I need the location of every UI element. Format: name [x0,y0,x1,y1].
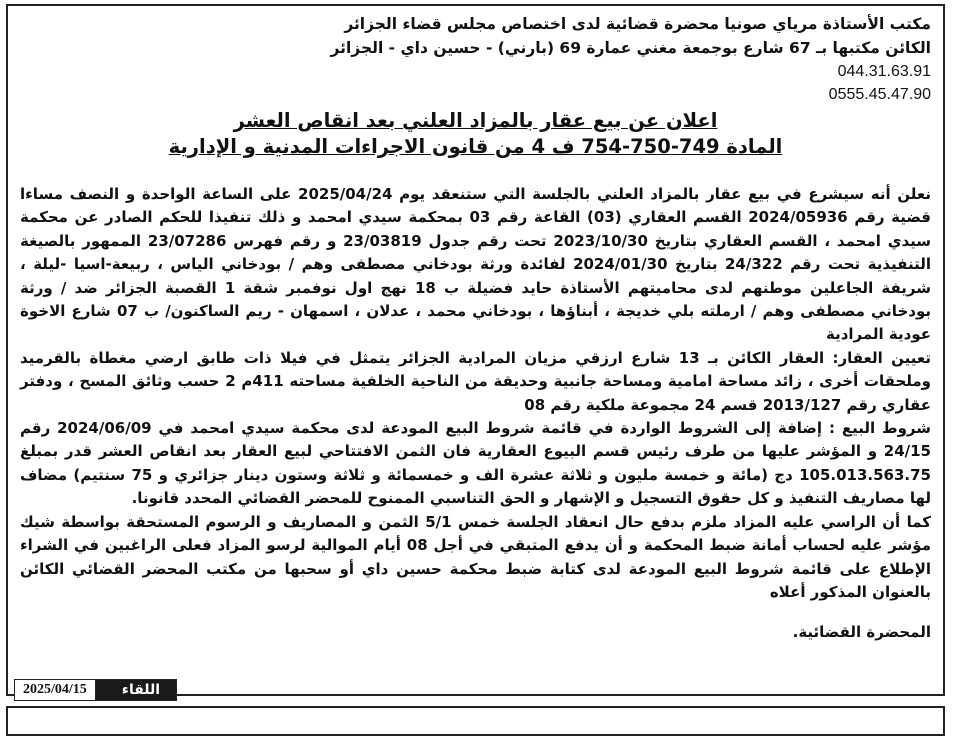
next-notice-border [6,706,945,736]
paragraph-property-description: تعيين العقار: العقار الكائن بـ 13 شارع ارزقي مزيان المرادية الجزائر يتمثل في فيلا ذات طابق ارضي مغطاة بالقرميد وملحقات أخرى ، زائد مساحة امامية ومساحة جانبية وحديقة من الناحية الخلفية مساحته 411م 2 حسب وثائق المسح ، ودفتر عقاري رقم 2013/127 قسم 24 مجموعة ملكية رقم 08 [20,348,931,414]
office-name: مكتب الأستاذة مرياي صونيا محضرة قضائية لدى اختصاص مجلس قضاء الجزائر [344,15,931,33]
notice-body [20,183,931,604]
publication-date: 2025/04/15 [15,680,96,700]
auction-notice [6,4,945,696]
publication-stamp [14,679,177,701]
office-phone-landline: 044.31.63.91 [837,63,931,80]
newspaper-name: اللقاء [96,680,176,700]
paragraph-auction-announcement: نعلن أنه سيشرع في بيع عقار بالمزاد العلني بالجلسة التي ستنعقد يوم 2025/04/24 على الساعة الواحدة و النصف مساءا قضية رقم 2024/05936 القسم العقاري (03) القاعة رقم 03 بمحكمة سيدي امحمد و ذلك تنفيذا للحكم الصادر عن محكمة سيدي امحمد ، القسم العقاري بتاريخ 2023/10/30 تحت رقم جدول 23/03819 و رقم فهرس 23/07286 الممهور بالصيغة التنفيذية تحت رقم 24/322 بتاريخ 2024/01/30 لفائدة ورثة بودخاني مصطفى وهم / بودخاني الياس ، ربيعة-اسيا -ليلة ، شريفة الجاعلين موطنهم لدى محاميتهم الأستاذة حايد فضيلة ب 18 نهج اول نوفمبر شقة 1 القصبة الجزائر ضد / ورثة بودخاني مصطفى وهم / ارملته بلي خديجة ، أبناؤها ، بودخاني محمد ، عدلان ، اسمهان - ريم الساكنون/ ب 07 شارع الاخوة عودية المرادية [20,185,932,344]
signature-bailiff: المحضرة القضائية. [792,623,931,642]
notice-content [20,12,931,642]
office-phone-mobile: 0555.45.47.90 [828,86,931,103]
notice-subtitle-legal-article: المادة 749-750-754 ف 4 من قانون الاجراءات المدنية و الإدارية [168,135,783,158]
paragraph-sale-conditions: شروط البيع : إضافة إلى الشروط الواردة في قائمة شروط البيع المودعة لدى محكمة سيدي امحمد في 2024/06/09 رقم 24/15 و المؤشر عليها من طرف رئيس قسم البيوع العقارية فان الثمن الافتتاحي لبيع العقار بعد انقاص العشر قدر بمبلغ 105.013.563.75 دج (مائة و خمسة مليون و ثلاثة عشرة الف و خمسمائة و ثلاثة وستون دينار جزائري و 75 سنتيم) مضاف لها مصاريف التنفيذ و كل حقوق التسجيل و الإشهار و الحق التناسبي الممنوح للمحضر القضائي المحدد قانونا. [20,419,931,508]
paragraph-payment-terms: كما أن الراسي عليه المزاد ملزم بدفع حال انعقاد الجلسة خمس 5/1 الثمن و المصاريف و الرسوم المستحقة بواسطة شيك مؤشر عليه لحساب أمانة ضبط المحكمة و أن يدفع المتبقي في أجل 08 أيام الموالية لرسو المزاد فعلى الراغبين في الشراء الإطلاع على قائمة شروط البيع المودعة لدى كتابة ضبط محكمة حسين داي أو سحبها من مكتب المحضر القضائي الكائن بالعنوان المذكور أعلاه [20,512,932,601]
office-address: الكائن مكتبها بـ 67 شارع بوجمعة مغني عمارة 69 (بارني) - حسين داي - الجزائر [330,39,931,57]
notice-title: اعلان عن بيع عقار بالمزاد العلني بعد انقاص العشر [233,109,718,132]
